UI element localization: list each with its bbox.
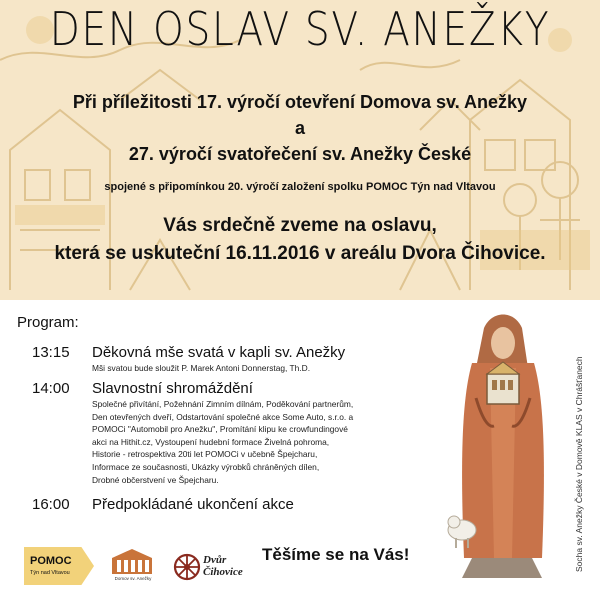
dvur-logo-line1: Dvůr xyxy=(203,554,227,566)
photo-caption: Socha sv. Anežky České v Domově KLAS v Chrášťanech xyxy=(574,356,584,572)
domov-building-icon xyxy=(107,546,157,576)
program-event-1-title: Děkovná mše svatá v kapli sv. Anežky xyxy=(92,344,346,361)
program-event-1-details xyxy=(92,362,422,375)
invitation-line-1: Vás srdečně zveme na oslavu, xyxy=(163,215,437,236)
wheel-icon xyxy=(173,553,201,581)
occasion-connector: a xyxy=(294,118,305,138)
program-detail-line: Drobné občerstvení ve Špejcharu. xyxy=(92,474,219,485)
occasion-line-1: Při příležitosti 17. výročí otevření Domova sv. Anežky xyxy=(72,92,528,112)
program-detail-line: Informace ze současnosti, Ukázky výrobků chráněných dílen, xyxy=(92,461,320,472)
program-event-3-title: Předpokládané ukončení akce xyxy=(92,496,294,513)
program-detail-line: POMOCi "Automobil pro Anežku", Promítání klipu ke crowfundingové xyxy=(92,424,348,435)
program-time-2: 14:00 xyxy=(32,380,70,397)
dvur-logo-line2: Čihovice xyxy=(203,566,243,578)
saint-agnes-statue-icon xyxy=(432,308,572,588)
domov-logo xyxy=(107,546,157,586)
program-time-1: 13:15 xyxy=(32,344,70,361)
program-event-2-title: Slavnostní shromáždění xyxy=(92,380,253,397)
page-title: DEN OSLAV SV. ANEŽKY xyxy=(49,2,551,56)
domov-logo-name: Domov sv. Anežky xyxy=(114,576,152,581)
occasion-note: spojené s připomínkou 20. výročí založení spolku POMOC Týn nad Vltavou xyxy=(104,181,496,193)
closing-greeting: Těšíme se na Vás! xyxy=(262,545,410,564)
program-detail-line: Mši svatou bude sloužit P. Marek Antoni Donnerstag, Th.D. xyxy=(92,363,311,373)
pomoc-logo xyxy=(24,547,94,585)
pomoc-logo-place: Týn nad Vltavou xyxy=(30,570,70,576)
program-detail-line: Společné přivítání, Požehnání Zimním dílnám, Poděkování partnerům, xyxy=(92,399,354,409)
program-heading: Program: xyxy=(17,314,79,331)
program-detail-line: Historie - retrospektiva 20ti let POMOCi v učebně Špejcharu, xyxy=(92,449,318,460)
dvur-cihovice-logo xyxy=(173,552,263,584)
program-event-2-details xyxy=(92,398,422,486)
occasion-line-2: 27. výročí svatořečení sv. Anežky České xyxy=(128,144,472,164)
program-detail-line: Den otevřených dveří, Odstartování společné akce Some Auto, s.r.o. a xyxy=(92,411,354,422)
pomoc-logo-name: POMOC xyxy=(30,555,72,567)
program-time-3: 16:00 xyxy=(32,496,70,513)
statue-photo xyxy=(432,308,572,588)
program-detail-line: akci na Hithit.cz, Vystoupení hudební formace Živelná pohroma, xyxy=(92,436,330,447)
invitation-line-2: která se uskuteční 16.11.2016 v areálu Dvora Čihovice. xyxy=(54,243,546,264)
